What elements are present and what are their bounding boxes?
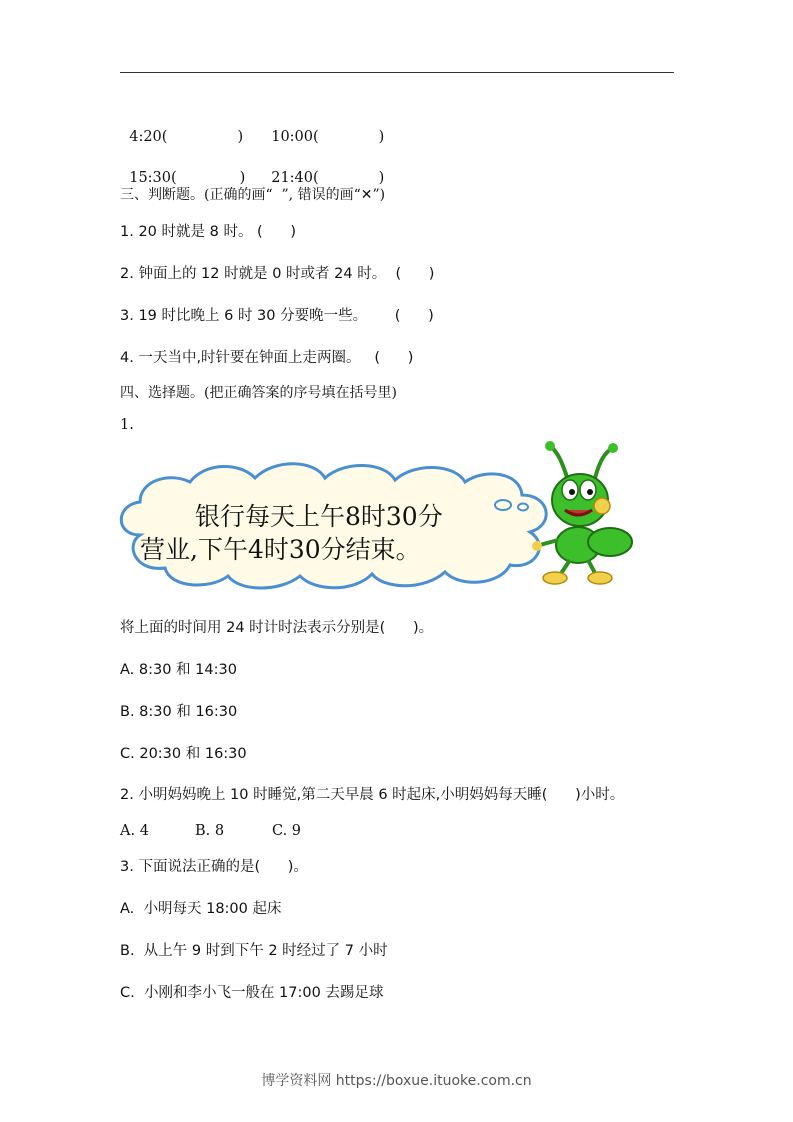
close-paren: ) xyxy=(239,170,246,186)
close-paren: ) xyxy=(237,129,244,145)
q3-question: 3. 下面说法正确的是( )。 xyxy=(120,859,308,875)
time-row-2b xyxy=(262,151,384,187)
footer-watermark: 博学资料网 https://boxue.ituoke.com.cn xyxy=(261,1073,532,1089)
section4-heading: 四、选择题。(把正确答案的序号填在括号里) xyxy=(120,385,397,401)
section3-heading: 三、判断题。(正确的画“ ”, 错误的画“✕”) xyxy=(120,187,386,203)
time-4-20: 4:20( xyxy=(129,129,168,145)
close-paren: ) xyxy=(378,129,385,145)
header-rule xyxy=(120,72,674,73)
close-paren: ) xyxy=(378,170,385,186)
time-10-00: 10:00( xyxy=(271,129,319,145)
time-15-30: 15:30( xyxy=(129,170,177,186)
q2-option-c: C. 9 xyxy=(272,823,302,839)
q3-option-b: B. 从上午 9 时到下午 2 时经过了 7 小时 xyxy=(120,943,388,959)
time-row-2 xyxy=(120,151,245,187)
time-21-40: 21:40( xyxy=(271,170,319,186)
q3-option-c: C. 小刚和李小飞一般在 17:00 去踢足球 xyxy=(120,985,384,1001)
judge-item-3: 3. 19 时比晚上 6 时 30 分要晚一些。 ( ) xyxy=(120,308,434,324)
judge-item-4: 4. 一天当中,时针要在钟面上走两圈。 ( ) xyxy=(120,350,414,366)
q1-option-a: A. 8:30 和 14:30 xyxy=(120,662,237,678)
q2-option-b: B. 8 xyxy=(195,823,225,839)
bubble-line-1: 银行每天上午8时30分 xyxy=(195,502,443,531)
judge-item-1: 1. 20 时就是 8 时。 ( ) xyxy=(120,224,297,240)
bubble-line-2: 营业,下午4时30分结束。 xyxy=(140,535,421,564)
q1-question: 将上面的时间用 24 时计时法表示分别是( )。 xyxy=(120,620,434,636)
time-row-1b xyxy=(262,110,384,146)
time-row-1 xyxy=(120,110,243,146)
judge-item-2: 2. 钟面上的 12 时就是 0 时或者 24 时。 ( ) xyxy=(120,266,435,282)
q1-number: 1. xyxy=(120,417,134,433)
q2-question: 2. 小明妈妈晚上 10 时睡觉,第二天早晨 6 时起床,小明妈妈每天睡( )小时。 xyxy=(120,787,625,803)
q3-option-a: A. 小明每天 18:00 起床 xyxy=(120,901,282,917)
q1-option-c: C. 20:30 和 16:30 xyxy=(120,746,247,762)
q1-option-b: B. 8:30 和 16:30 xyxy=(120,704,238,720)
q2-option-a: A. 4 xyxy=(120,823,149,839)
